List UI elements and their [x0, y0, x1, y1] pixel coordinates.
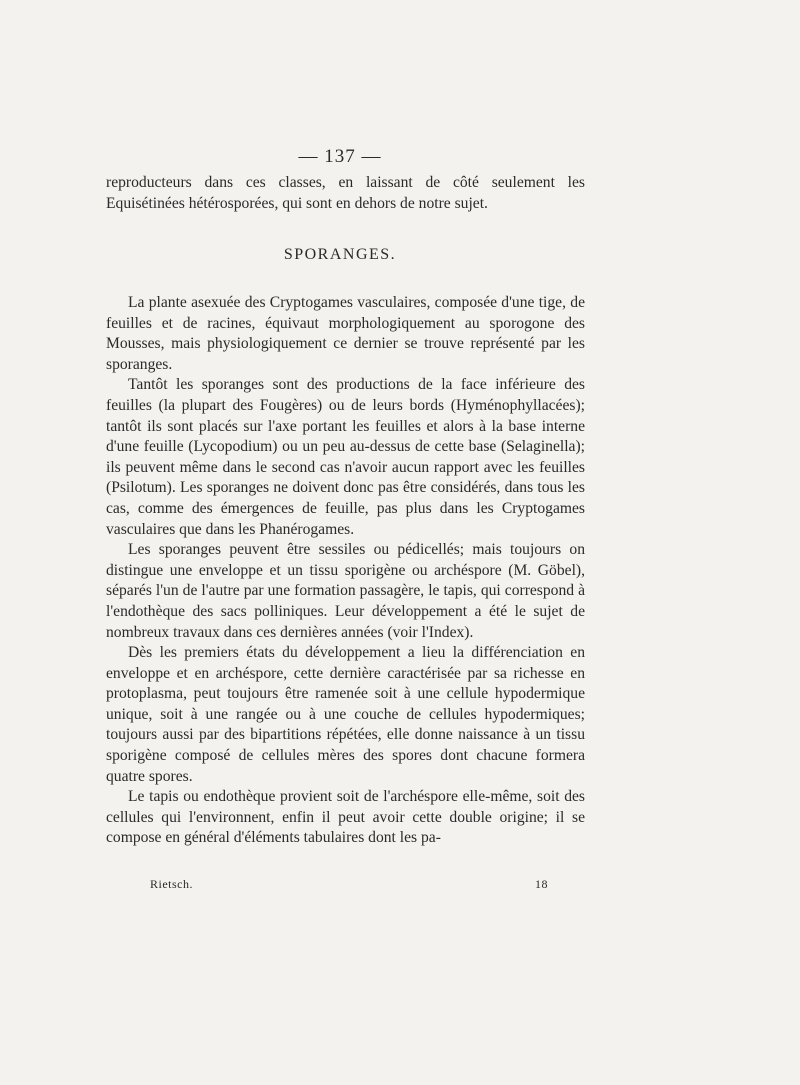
paragraph: Tantôt les sporanges sont des productions de la face inférieure des feuilles (la plupart des Fougères) ou de leurs bords (Hyménophyllacées); tantôt ils sont placés sur l'axe portant les feuilles et alors à la base interne d'une feuille (Lycopodium) ou un peu au-dessus de cette base (Selaginella); ils peuvent même dans le second cas n'avoir aucun rapport avec les feuilles (Psilotum). Les sporanges ne doivent donc pas être considérés, dans tous les cas, comme des émergences de feuille, pas plus dans les Cryptogames vasculaires que dans les Phanérogames.: [106, 376, 585, 538]
paragraph: Dès les premiers états du développement a lieu la différenciation en enveloppe et en archéspore, cette dernière caractérisée par sa richesse en protoplasma, peut toujours être ramenée soit à une cellule hypodermique unique, soit à une rangée ou à une couche de cellules hypodermiques; toujours aussi par des bipartitions répétées, elle donne naissance à un tissu sporigène composé de cellules mères des spores dont chacune formera quatre spores.: [106, 644, 585, 785]
footer-signature: 18: [535, 877, 548, 891]
paragraph: Le tapis ou endothèque provient soit de l'archéspore elle-même, soit des cellules qui l'environnent, enfin il peut avoir cette double origine; il se compose en général d'éléments tabulaires dont les pa-: [106, 788, 585, 847]
footer-author: Rietsch.: [150, 877, 193, 891]
section-heading: SPORANGES.: [283, 246, 397, 263]
body-text: [106, 293, 585, 849]
page-footer: [150, 877, 550, 892]
paragraph: Les sporanges peuvent être sessiles ou pédicellés; mais toujours on distingue une enveloppe et un tissu sporigène ou archéspore (M. Göbel), séparés l'un de l'autre par une formation passagère, le tapis, qui correspond à l'endothèque des sacs polliniques. Leur développement a été le sujet de nombreux travaux dans ces dernières années (voir l'Index).: [106, 541, 585, 641]
intro-paragraph: reproducteurs dans ces classes, en laissant de côté seulement les Equisétinées hétérosporées, qui sont en dehors de notre sujet.: [106, 174, 585, 212]
page-number: — 137 —: [298, 146, 382, 167]
intro-block: [106, 173, 585, 214]
paragraph: La plante asexuée des Cryptogames vasculaires, composée d'une tige, de feuilles et de racines, équivaut morphologiquement au sporogone des Mousses, mais physiologiquement ce dernier se trouve représenté par les sporanges.: [106, 294, 585, 373]
